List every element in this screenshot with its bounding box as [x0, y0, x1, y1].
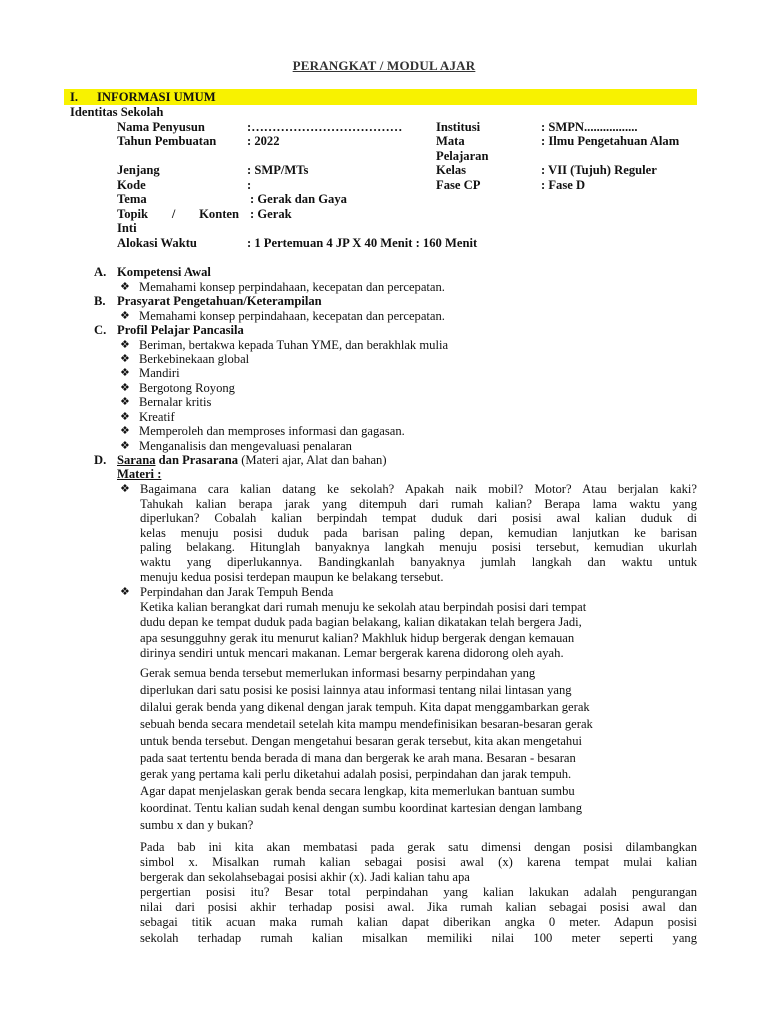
text-line: Pada bab ini kita akan membatasi pada gerak satu dimensi dengan posisi dilambangkan — [140, 840, 697, 854]
identity-key-right-cont: Pelajaran — [436, 149, 489, 163]
text-line: sebagai titik acuan maka rumah kalian dapat diberikan angka 0 meter. Adapun posisi — [140, 915, 697, 930]
text-line: menuju kedua posisi terdepan maupun ke belakang tersebut. — [140, 569, 444, 584]
list-item: Bergotong Royong — [139, 381, 235, 395]
section-number: I. — [70, 90, 79, 104]
list-item: Mandiri — [139, 366, 180, 380]
diamond-bullet-icon: ❖ — [120, 483, 130, 495]
text-line: pada saat tertentu benda berada di mana dan bergerak ke arah mana. Besaran - besaran — [140, 750, 576, 765]
identity-value: : Gerak dan Gaya — [250, 192, 347, 206]
text-line: sumbu x dan y bukan? — [140, 818, 254, 833]
text-line: Gerak semua benda tersebut memerlukan informasi besarny perpindahan yang — [140, 666, 536, 680]
list-item: Menganalisis dan mengevaluasi penalaran — [139, 439, 352, 453]
bullet2-title: Perpindahan dan Jarak Tempuh Benda — [140, 585, 334, 599]
identity-value: : 2022 — [247, 134, 280, 148]
section-title: INFORMASI UMUM — [97, 90, 216, 104]
text-line: kelas menuju posisi duduk pada barisan paling depan, kemudian lanjutkan ke barisan — [140, 525, 697, 540]
text-line: sebuah benda secara mendetail setelah kita mampu mendefinisikan besaran-besaran gerak — [140, 716, 593, 731]
diamond-bullet-icon: ❖ — [120, 382, 130, 394]
identity-value: : Gerak — [250, 207, 292, 221]
list-item: Memperoleh dan memproses informasi dan gagasan. — [139, 424, 405, 438]
identity-key: Tema — [117, 192, 147, 206]
text-line: pergertian posisi itu? Besar total perpindahan yang kalian lakukan adalah pengurangan — [140, 885, 697, 900]
text-line: koordinat. Tentu kalian sudah kenal dengan sumbu koordinat kartesian dengan lambang — [140, 801, 582, 816]
identity-value: :……………………………… — [247, 120, 403, 134]
profil-title: Profil Pelajar Pancasila — [117, 323, 244, 337]
section-letter: A. — [94, 265, 107, 279]
identity-key-cont: Inti — [117, 221, 137, 235]
text-line: paling belakang. Hitunglah banyaknya langkah menuju posisi tersebut, kemudian ukurlah — [140, 540, 697, 555]
materi-paragraph-4 — [140, 840, 697, 946]
text-line: bergerak dan sekolahsebagai posisi akhir (x). Jadi kalian tahu apa — [140, 870, 470, 885]
text-line: diperlukan dari satu posisi ke posisi lainnya atau informasi tentang nilai lintasan yang — [140, 682, 572, 697]
sarana-title — [117, 453, 387, 468]
sarana-title-word: Sarana — [117, 453, 156, 467]
list-item: Berkebinekaan global — [139, 352, 250, 366]
materi-label: Materi : — [117, 467, 162, 481]
text-line: simbol x. Misalkan rumah kalian sebagai posisi awal (x) karena tempat mulai kalian — [140, 855, 697, 870]
sarana-title-rest: dan Prasarana — [155, 453, 239, 467]
section-letter: D. — [94, 453, 107, 467]
identity-key-right: Institusi — [436, 120, 481, 134]
identity-key-right: Kelas — [436, 163, 467, 177]
identity-value-right: : SMPN................. — [541, 120, 638, 134]
diamond-bullet-icon: ❖ — [120, 367, 130, 379]
list-item: Bernalar kritis — [139, 395, 212, 409]
text-line: dilalui gerak benda yang dikenal dengan jarak tempuh. Kita dapat menggambarkan gerak — [140, 699, 590, 714]
list-item: Beriman, bertakwa kepada Tuhan YME, dan berakhlak mulia — [139, 338, 449, 352]
materi-paragraph-3 — [140, 665, 695, 834]
list-item: Kreatif — [139, 410, 175, 424]
identity-key-text: Topik / Konten — [117, 207, 239, 221]
text-line: Bagaimana cara kalian datang ke sekolah? Apakah naik mobil? Motor? Atau berjalan kaki? — [140, 482, 697, 496]
text-line: apa sesungguhny gerak itu menurut kalian? Makhluk hidup bergerak dengan kemauan — [140, 630, 575, 645]
text-line: waktu yang diperlukannya. Bandingkanlah banyaknya jumlah langkah dan waktu untuk — [140, 554, 697, 569]
text-line: nilai dari posisi akhir terhadap posisi awal. Jika rumah kalian sebagai posisi awal dan — [140, 900, 697, 915]
text-line: dudu depan ke tempat duduk pada bagian belakang, kalian dikatakan telah bergera Jadi, — [140, 615, 582, 630]
identity-value-right: : Ilmu Pengetahuan Alam — [541, 134, 680, 148]
diamond-bullet-icon: ❖ — [120, 586, 130, 598]
diamond-bullet-icon: ❖ — [120, 396, 130, 408]
identity-value: : SMP/MTs — [247, 163, 309, 177]
identity-key-right: Fase CP — [436, 178, 481, 192]
identity-key — [117, 207, 239, 222]
identity-value: : 1 Pertemuan 4 JP X 40 Menit : 160 Menit — [247, 236, 478, 250]
materi-paragraph-1 — [140, 482, 697, 584]
text-line: diperlukan? Cobalah kalian berpindah tempat duduk dari posisi awal kalian duduk di — [140, 511, 697, 526]
diamond-bullet-icon: ❖ — [120, 411, 130, 423]
text-line: Agar dapat menjelaskan gerak benda secara lengkap, kita memerlukan bantuan sumbu — [140, 784, 575, 799]
text-line: gerak yang pertama kali perlu diketahui adalah posisi, perpindahan dan jarak tempuh. — [140, 767, 572, 782]
diamond-bullet-icon: ❖ — [120, 339, 130, 351]
text-line: Tahukah kalian berapa jarak yang ditempuh dari rumah kalian? Berapa lama waktu yang — [140, 496, 697, 511]
diamond-bullet-icon: ❖ — [120, 281, 130, 293]
identity-key: Jenjang — [117, 163, 160, 177]
list-item: Memahami konsep perpindahaan, kecepatan dan percepatan. — [139, 280, 445, 294]
section-letter: C. — [94, 323, 107, 337]
prasyarat-title: Prasyarat Pengetahuan/Keterampilan — [117, 294, 322, 308]
sarana-title-note: (Materi ajar, Alat dan bahan) — [238, 453, 387, 467]
identity-key: Tahun Pembuatan — [117, 134, 217, 148]
identity-value: : — [247, 178, 252, 192]
materi-paragraph-2 — [140, 600, 695, 661]
diamond-bullet-icon: ❖ — [120, 310, 130, 322]
identity-value-right: : Fase D — [541, 178, 586, 192]
identity-value-right: : VII (Tujuh) Reguler — [541, 163, 657, 177]
diamond-bullet-icon: ❖ — [120, 353, 130, 365]
identitas-label: Identitas Sekolah — [70, 105, 164, 119]
identity-key: Alokasi Waktu — [117, 236, 197, 250]
identity-key-right: Mata — [436, 134, 465, 148]
diamond-bullet-icon: ❖ — [120, 440, 130, 452]
list-item: Memahami konsep perpindahaan, kecepatan dan percepatan. — [139, 309, 445, 323]
section-letter: B. — [94, 294, 106, 308]
text-line: dirinya sendiri untuk mencari makanan. Lemar bergerak karena didorong oleh ayah. — [140, 645, 564, 660]
kompetensi-title: Kompetensi Awal — [117, 265, 211, 279]
document-title: PERANGKAT / MODUL AJAR — [292, 58, 476, 73]
text-line: untuk benda tersebut. Dengan mengetahui besaran gerak tersebut, kita akan mengetahui — [140, 733, 583, 748]
text-line: sekolah terhadap rumah kalian misalkan memiliki nilai 100 meter seperti yang — [140, 930, 697, 945]
diamond-bullet-icon: ❖ — [120, 425, 130, 437]
identity-key: Kode — [117, 178, 146, 192]
text-line: Ketika kalian berangkat dari rumah menuju ke sekolah atau berpindah posisi dari tempat — [140, 600, 587, 614]
identity-key: Nama Penyusun — [117, 120, 205, 134]
